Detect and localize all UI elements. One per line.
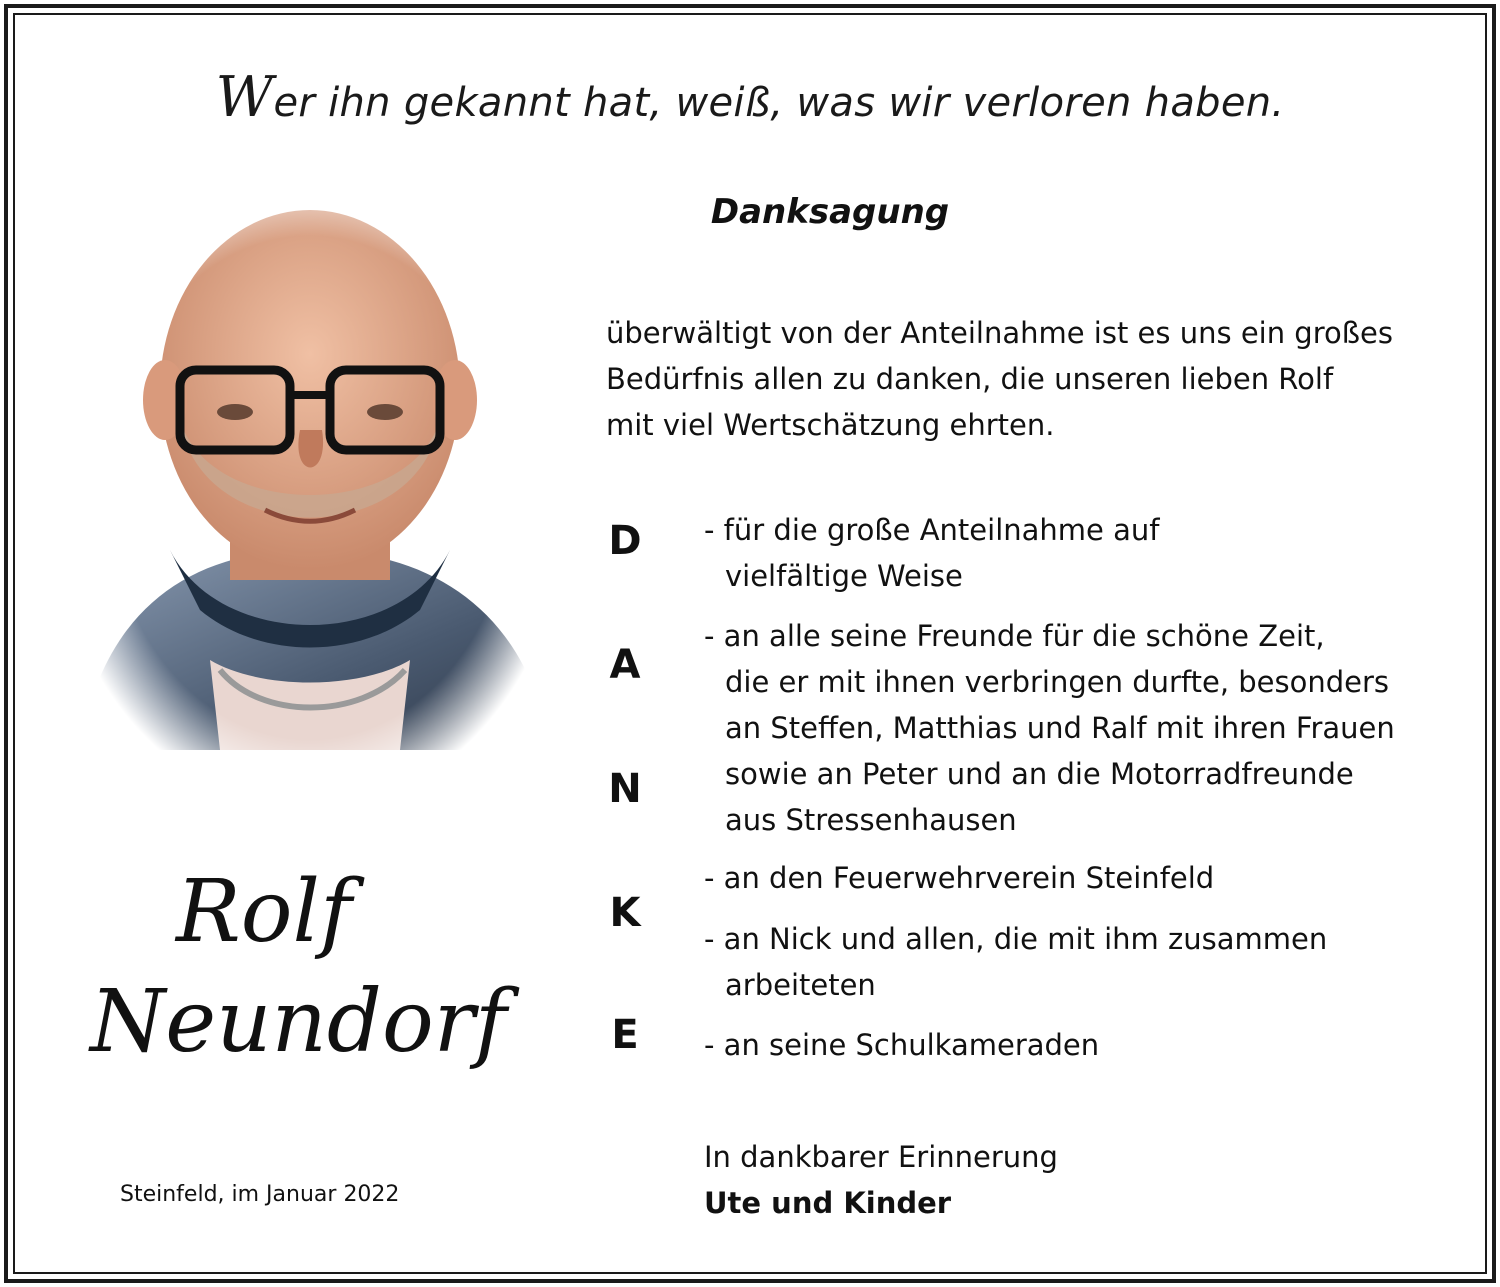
closing	[704, 1134, 1058, 1226]
thanks-item-line: - an den Feuerwehrverein Steinfeld	[704, 861, 1215, 895]
deceased-first-name: Rolf	[176, 862, 352, 962]
place-date: Steinfeld, im Januar 2022	[120, 1182, 400, 1207]
danke-letter-n: N	[608, 766, 642, 812]
motto	[0, 65, 1500, 130]
thanks-item	[704, 855, 1474, 901]
intro-line: Bedürfnis allen zu danken, die unseren lieben Rolf	[606, 362, 1334, 396]
deceased-last-name: Neundorf	[90, 972, 507, 1072]
thanks-item-line: sowie an Peter und an die Motorradfreunde	[725, 757, 1354, 791]
danke-letter-k: K	[609, 890, 641, 936]
thanks-item-line: die er mit ihnen verbringen durfte, besonders	[725, 665, 1390, 699]
danke-letter-d: D	[608, 518, 642, 564]
thanks-item-line: an Steffen, Matthias und Ralf mit ihren Frauen	[725, 711, 1395, 745]
heading: Danksagung	[710, 192, 950, 232]
intro-text	[606, 310, 1466, 448]
thanks-item-line: - an seine Schulkameraden	[704, 1028, 1100, 1062]
thanks-item-line: aus Stressenhausen	[725, 803, 1017, 837]
danke-letter-a: A	[609, 642, 641, 688]
intro-line: mit viel Wertschätzung ehrten.	[606, 408, 1055, 442]
thanks-item-line: - an Nick und allen, die mit ihm zusammen	[704, 922, 1328, 956]
motto-text: er ihn gekannt hat, weiß, was wir verloren haben.	[273, 80, 1285, 126]
thanks-item	[704, 507, 1474, 599]
thanks-item	[704, 613, 1474, 843]
thanks-item	[704, 1022, 1474, 1068]
thanks-item-line: arbeiteten	[725, 968, 876, 1002]
thanks-item-line: - für die große Anteilnahme auf	[704, 513, 1160, 547]
thanks-item-line: - an alle seine Freunde für die schöne Zeit,	[704, 619, 1325, 653]
closing-line: In dankbarer Erinnerung	[704, 1140, 1058, 1174]
thanks-item	[704, 916, 1474, 1008]
signature: Ute und Kinder	[704, 1186, 952, 1220]
portrait-photo	[60, 190, 560, 810]
intro-line: überwältigt von der Anteilnahme ist es uns ein großes	[606, 316, 1393, 350]
motto-initial: W	[215, 65, 274, 130]
danke-letter-e: E	[611, 1012, 639, 1058]
thanks-item-line: vielfältige Weise	[725, 559, 963, 593]
